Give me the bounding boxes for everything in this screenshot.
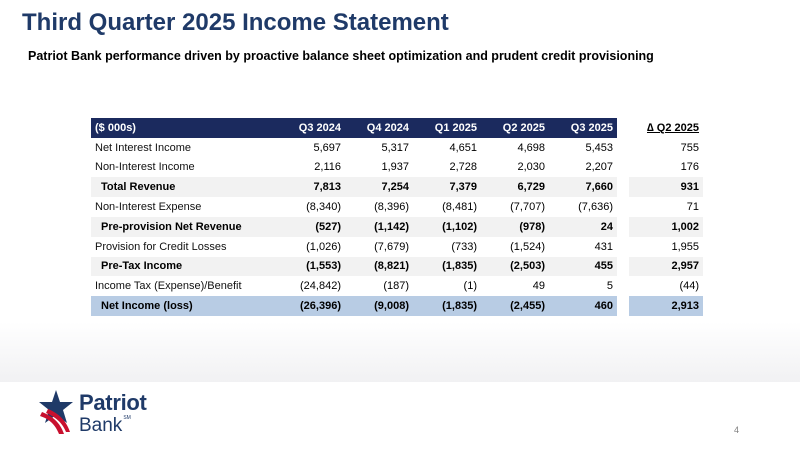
cell-value: 4,651 (449, 141, 477, 154)
cell-value: (1,553) (277, 257, 345, 277)
cell-delta: (44) (679, 280, 699, 293)
row-label: Provision for Credit Losses (95, 240, 227, 253)
cell-gap (617, 276, 629, 296)
patriot-bank-logo (38, 388, 168, 443)
cell-delta: 2,957 (629, 257, 703, 277)
cell-value: (7,679) (374, 240, 409, 253)
cell-value: (8,340) (306, 201, 341, 214)
cell-value: 49 (532, 280, 545, 293)
logo-bank-text: Bank (79, 415, 123, 436)
cell-delta: 1,955 (671, 240, 699, 253)
cell-delta: 1,002 (629, 217, 703, 237)
cell-value: 7,660 (549, 177, 617, 197)
cell-value: (978) (481, 217, 549, 237)
cell-gap (617, 296, 629, 316)
star-flag-icon (38, 388, 82, 438)
logo-wordmark-patriot: Patriot (79, 390, 147, 415)
income-statement-table (91, 118, 703, 316)
cell-value: (1,524) (510, 240, 545, 253)
cell-value: (1,835) (413, 257, 481, 277)
row-label: Net Income (loss) (91, 296, 277, 316)
row-label: Net Interest Income (95, 141, 191, 154)
cell-value: (8,821) (345, 257, 413, 277)
table-row-subtotal (91, 257, 703, 277)
row-label: Income Tax (Expense)/Benefit (95, 280, 242, 293)
cell-value: 2,116 (314, 161, 341, 174)
cell-value: 5 (606, 280, 613, 293)
cell-gap (617, 257, 629, 277)
cell-value: (7,707) (510, 201, 545, 214)
logo-service-mark: SM (123, 415, 131, 421)
table-row-total (91, 296, 703, 316)
cell-value: (9,008) (345, 296, 413, 316)
cell-value: (1,835) (413, 296, 481, 316)
cell-value: (1,026) (306, 240, 341, 253)
cell-value: (527) (277, 217, 345, 237)
table-row (91, 158, 703, 178)
header-q3-2025: Q3 2025 (549, 118, 617, 138)
cell-gap (617, 197, 629, 217)
cell-value: 2,030 (517, 161, 545, 174)
cell-delta: 2,913 (629, 296, 703, 316)
cell-value: 6,729 (481, 177, 549, 197)
cell-value: 7,813 (277, 177, 345, 197)
table-row (91, 237, 703, 257)
cell-value: 431 (594, 240, 613, 253)
cell-value: (1,102) (413, 217, 481, 237)
table-row-subtotal (91, 217, 703, 237)
table-row (91, 197, 703, 217)
table-row (91, 276, 703, 296)
cell-value: (7,636) (578, 201, 613, 214)
logo-wordmark-bank (79, 415, 131, 437)
row-label: Total Revenue (91, 177, 277, 197)
cell-gap (617, 217, 629, 237)
table-row-subtotal (91, 177, 703, 197)
header-gap (617, 118, 629, 138)
cell-value: 5,697 (313, 141, 341, 154)
cell-value: 7,254 (345, 177, 413, 197)
row-label: Pre-Tax Income (91, 257, 277, 277)
page-title: Third Quarter 2025 Income Statement (22, 9, 449, 36)
cell-value: (733) (451, 240, 477, 253)
header-units: ($ 000s) (91, 118, 277, 138)
cell-value: 460 (549, 296, 617, 316)
cell-value: 4,698 (517, 141, 545, 154)
cell-value: (1) (463, 280, 477, 293)
cell-value: 2,207 (585, 161, 613, 174)
cell-value: 7,379 (413, 177, 481, 197)
cell-value: 455 (549, 257, 617, 277)
cell-value: (26,396) (277, 296, 345, 316)
cell-gap (617, 177, 629, 197)
header-delta-q2-2025: ∆ Q2 2025 (629, 118, 703, 138)
page-number: 4 (734, 425, 740, 435)
cell-value: 2,728 (449, 161, 477, 174)
cell-delta: 176 (680, 161, 699, 174)
cell-value: (187) (383, 280, 409, 293)
cell-delta: 931 (629, 177, 703, 197)
cell-gap (617, 158, 629, 178)
header-q3-2024: Q3 2024 (277, 118, 345, 138)
cell-value: 1,937 (381, 161, 409, 174)
cell-gap (617, 237, 629, 257)
table-header-row (91, 118, 703, 138)
header-q4-2024: Q4 2024 (345, 118, 413, 138)
cell-value: (1,142) (345, 217, 413, 237)
cell-gap (617, 138, 629, 158)
cell-value: (2,503) (481, 257, 549, 277)
cell-value: (2,455) (481, 296, 549, 316)
header-q2-2025: Q2 2025 (481, 118, 549, 138)
cell-delta: 71 (686, 201, 699, 214)
row-label: Non-Interest Expense (95, 201, 202, 214)
cell-value: (8,396) (374, 201, 409, 214)
header-q1-2025: Q1 2025 (413, 118, 481, 138)
row-label: Pre-provision Net Revenue (91, 217, 277, 237)
cell-value: 5,317 (381, 141, 409, 154)
cell-value: (8,481) (442, 201, 477, 214)
cell-value: 24 (549, 217, 617, 237)
cell-value: (24,842) (300, 280, 341, 293)
page-subtitle: Patriot Bank performance driven by proactive balance sheet optimization and prudent credit provisioning (28, 49, 654, 63)
cell-delta: 755 (680, 141, 699, 154)
table-row (91, 138, 703, 158)
cell-value: 5,453 (585, 141, 613, 154)
footer-gradient-band (0, 322, 800, 382)
row-label: Non-Interest Income (95, 161, 195, 174)
